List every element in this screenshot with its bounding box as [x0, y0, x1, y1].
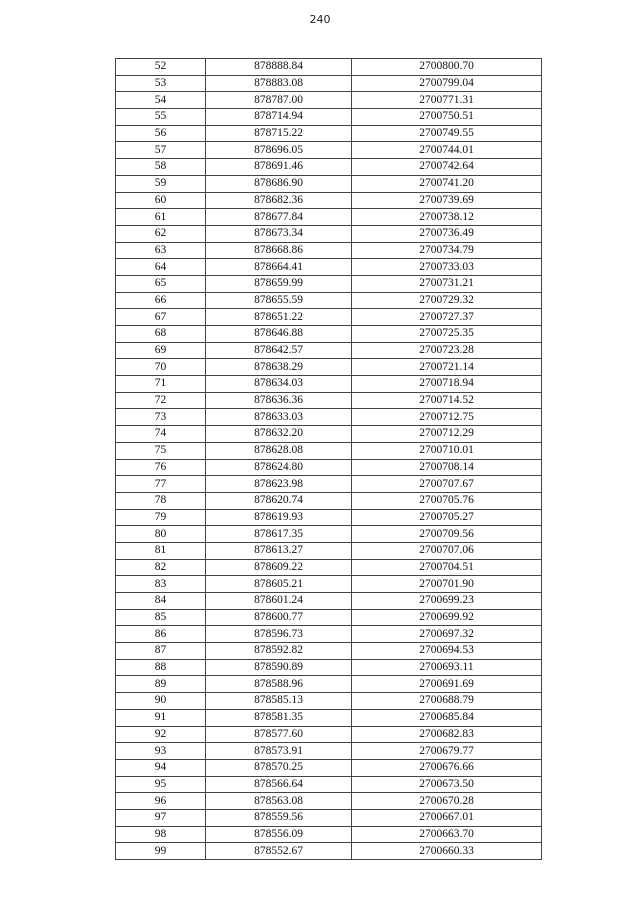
table-row	[116, 242, 542, 259]
x-coordinate-cell: 878588.96	[206, 676, 352, 693]
x-coordinate-cell: 878646.88	[206, 326, 352, 343]
y-coordinate-cell: 2700685.84	[352, 709, 542, 726]
y-coordinate-cell: 2700739.69	[352, 192, 542, 209]
y-coordinate-cell: 2700741.20	[352, 175, 542, 192]
x-coordinate-cell: 878566.64	[206, 776, 352, 793]
x-coordinate-cell: 878787.00	[206, 92, 352, 109]
y-coordinate-cell: 2700712.75	[352, 409, 542, 426]
point-number-cell: 53	[116, 75, 206, 92]
x-coordinate-cell: 878552.67	[206, 843, 352, 860]
x-coordinate-cell: 878573.91	[206, 743, 352, 760]
x-coordinate-cell: 878633.03	[206, 409, 352, 426]
point-number-cell: 84	[116, 593, 206, 610]
point-number-cell: 60	[116, 192, 206, 209]
table-row	[116, 442, 542, 459]
point-number-cell: 72	[116, 392, 206, 409]
x-coordinate-cell: 878668.86	[206, 242, 352, 259]
table-row	[116, 326, 542, 343]
point-number-cell: 66	[116, 292, 206, 309]
x-coordinate-cell: 878642.57	[206, 342, 352, 359]
x-coordinate-cell: 878620.74	[206, 492, 352, 509]
table-row	[116, 526, 542, 543]
y-coordinate-cell: 2700670.28	[352, 793, 542, 810]
coordinates-table	[115, 58, 542, 860]
y-coordinate-cell: 2700705.27	[352, 509, 542, 526]
y-coordinate-cell: 2700738.12	[352, 209, 542, 226]
y-coordinate-cell: 2700679.77	[352, 743, 542, 760]
point-number-cell: 82	[116, 559, 206, 576]
x-coordinate-cell: 878655.59	[206, 292, 352, 309]
table-row	[116, 476, 542, 493]
point-number-cell: 73	[116, 409, 206, 426]
x-coordinate-cell: 878634.03	[206, 376, 352, 393]
y-coordinate-cell: 2700714.52	[352, 392, 542, 409]
table-row	[116, 59, 542, 76]
x-coordinate-cell: 878628.08	[206, 442, 352, 459]
table-row	[116, 643, 542, 660]
table-row	[116, 509, 542, 526]
point-number-cell: 54	[116, 92, 206, 109]
point-number-cell: 85	[116, 609, 206, 626]
table-row	[116, 409, 542, 426]
point-number-cell: 71	[116, 376, 206, 393]
y-coordinate-cell: 2700736.49	[352, 225, 542, 242]
x-coordinate-cell: 878638.29	[206, 359, 352, 376]
table-row	[116, 576, 542, 593]
x-coordinate-cell: 878664.41	[206, 259, 352, 276]
y-coordinate-cell: 2700705.76	[352, 492, 542, 509]
y-coordinate-cell: 2700742.64	[352, 159, 542, 176]
x-coordinate-cell: 878691.46	[206, 159, 352, 176]
point-number-cell: 65	[116, 275, 206, 292]
x-coordinate-cell: 878617.35	[206, 526, 352, 543]
x-coordinate-cell: 878556.09	[206, 826, 352, 843]
y-coordinate-cell: 2700682.83	[352, 726, 542, 743]
point-number-cell: 95	[116, 776, 206, 793]
y-coordinate-cell: 2700723.28	[352, 342, 542, 359]
x-coordinate-cell: 878563.08	[206, 793, 352, 810]
y-coordinate-cell: 2700707.67	[352, 476, 542, 493]
y-coordinate-cell: 2700731.21	[352, 275, 542, 292]
table-row	[116, 676, 542, 693]
point-number-cell: 94	[116, 759, 206, 776]
point-number-cell: 87	[116, 643, 206, 660]
y-coordinate-cell: 2700729.32	[352, 292, 542, 309]
table-row	[116, 92, 542, 109]
y-coordinate-cell: 2700693.11	[352, 659, 542, 676]
point-number-cell: 55	[116, 109, 206, 126]
x-coordinate-cell: 878577.60	[206, 726, 352, 743]
table-row	[116, 659, 542, 676]
table-row	[116, 392, 542, 409]
table-row	[116, 159, 542, 176]
table-row	[116, 125, 542, 142]
y-coordinate-cell: 2700704.51	[352, 559, 542, 576]
x-coordinate-cell: 878623.98	[206, 476, 352, 493]
y-coordinate-cell: 2700667.01	[352, 809, 542, 826]
point-number-cell: 89	[116, 676, 206, 693]
table-row	[116, 209, 542, 226]
x-coordinate-cell: 878585.13	[206, 693, 352, 710]
x-coordinate-cell: 878696.05	[206, 142, 352, 159]
x-coordinate-cell: 878613.27	[206, 542, 352, 559]
coordinates-table-body	[116, 59, 542, 860]
y-coordinate-cell: 2700744.01	[352, 142, 542, 159]
y-coordinate-cell: 2700733.03	[352, 259, 542, 276]
table-row	[116, 609, 542, 626]
x-coordinate-cell: 878559.56	[206, 809, 352, 826]
point-number-cell: 83	[116, 576, 206, 593]
point-number-cell: 69	[116, 342, 206, 359]
y-coordinate-cell: 2700749.55	[352, 125, 542, 142]
y-coordinate-cell: 2700799.04	[352, 75, 542, 92]
x-coordinate-cell: 878590.89	[206, 659, 352, 676]
x-coordinate-cell: 878659.99	[206, 275, 352, 292]
table-row	[116, 459, 542, 476]
table-row	[116, 809, 542, 826]
y-coordinate-cell: 2700699.92	[352, 609, 542, 626]
point-number-cell: 88	[116, 659, 206, 676]
point-number-cell: 70	[116, 359, 206, 376]
point-number-cell: 99	[116, 843, 206, 860]
point-number-cell: 67	[116, 309, 206, 326]
table-row	[116, 492, 542, 509]
y-coordinate-cell: 2700710.01	[352, 442, 542, 459]
y-coordinate-cell: 2700708.14	[352, 459, 542, 476]
y-coordinate-cell: 2700694.53	[352, 643, 542, 660]
y-coordinate-cell: 2700697.32	[352, 626, 542, 643]
table-row	[116, 292, 542, 309]
point-number-cell: 79	[116, 509, 206, 526]
x-coordinate-cell: 878888.84	[206, 59, 352, 76]
point-number-cell: 76	[116, 459, 206, 476]
y-coordinate-cell: 2700701.90	[352, 576, 542, 593]
point-number-cell: 96	[116, 793, 206, 810]
point-number-cell: 78	[116, 492, 206, 509]
y-coordinate-cell: 2700721.14	[352, 359, 542, 376]
point-number-cell: 58	[116, 159, 206, 176]
x-coordinate-cell: 878673.34	[206, 225, 352, 242]
point-number-cell: 59	[116, 175, 206, 192]
y-coordinate-cell: 2700691.69	[352, 676, 542, 693]
table-row	[116, 376, 542, 393]
y-coordinate-cell: 2700709.56	[352, 526, 542, 543]
point-number-cell: 56	[116, 125, 206, 142]
table-row	[116, 175, 542, 192]
point-number-cell: 98	[116, 826, 206, 843]
table-row	[116, 793, 542, 810]
page-number: 240	[309, 13, 331, 26]
x-coordinate-cell: 878677.84	[206, 209, 352, 226]
point-number-cell: 61	[116, 209, 206, 226]
x-coordinate-cell: 878601.24	[206, 593, 352, 610]
table-row	[116, 359, 542, 376]
y-coordinate-cell: 2700663.70	[352, 826, 542, 843]
table-row	[116, 142, 542, 159]
y-coordinate-cell: 2700750.51	[352, 109, 542, 126]
point-number-cell: 64	[116, 259, 206, 276]
table-row	[116, 426, 542, 443]
x-coordinate-cell: 878581.35	[206, 709, 352, 726]
point-number-cell: 91	[116, 709, 206, 726]
table-row	[116, 275, 542, 292]
x-coordinate-cell: 878714.94	[206, 109, 352, 126]
y-coordinate-cell: 2700676.66	[352, 759, 542, 776]
point-number-cell: 57	[116, 142, 206, 159]
point-number-cell: 80	[116, 526, 206, 543]
point-number-cell: 81	[116, 542, 206, 559]
x-coordinate-cell: 878651.22	[206, 309, 352, 326]
point-number-cell: 74	[116, 426, 206, 443]
point-number-cell: 86	[116, 626, 206, 643]
table-row	[116, 542, 542, 559]
table-row	[116, 726, 542, 743]
y-coordinate-cell: 2700673.50	[352, 776, 542, 793]
table-row	[116, 626, 542, 643]
point-number-cell: 68	[116, 326, 206, 343]
table-row	[116, 225, 542, 242]
point-number-cell: 92	[116, 726, 206, 743]
table-row	[116, 559, 542, 576]
point-number-cell: 62	[116, 225, 206, 242]
x-coordinate-cell: 878686.90	[206, 175, 352, 192]
point-number-cell: 75	[116, 442, 206, 459]
table-row	[116, 826, 542, 843]
x-coordinate-cell: 878624.80	[206, 459, 352, 476]
point-number-cell: 90	[116, 693, 206, 710]
point-number-cell: 97	[116, 809, 206, 826]
x-coordinate-cell: 878883.08	[206, 75, 352, 92]
table-row	[116, 342, 542, 359]
table-row	[116, 759, 542, 776]
table-row	[116, 593, 542, 610]
y-coordinate-cell: 2700688.79	[352, 693, 542, 710]
x-coordinate-cell: 878605.21	[206, 576, 352, 593]
point-number-cell: 77	[116, 476, 206, 493]
y-coordinate-cell: 2700800.70	[352, 59, 542, 76]
y-coordinate-cell: 2700699.23	[352, 593, 542, 610]
point-number-cell: 63	[116, 242, 206, 259]
table-row	[116, 843, 542, 860]
table-row	[116, 75, 542, 92]
x-coordinate-cell: 878636.36	[206, 392, 352, 409]
x-coordinate-cell: 878682.36	[206, 192, 352, 209]
x-coordinate-cell: 878592.82	[206, 643, 352, 660]
x-coordinate-cell: 878632.20	[206, 426, 352, 443]
point-number-cell: 52	[116, 59, 206, 76]
table-row	[116, 309, 542, 326]
x-coordinate-cell: 878600.77	[206, 609, 352, 626]
y-coordinate-cell: 2700734.79	[352, 242, 542, 259]
y-coordinate-cell: 2700727.37	[352, 309, 542, 326]
point-number-cell: 93	[116, 743, 206, 760]
table-row	[116, 109, 542, 126]
x-coordinate-cell: 878570.25	[206, 759, 352, 776]
table-row	[116, 192, 542, 209]
y-coordinate-cell: 2700771.31	[352, 92, 542, 109]
table-row	[116, 776, 542, 793]
table-row	[116, 259, 542, 276]
table-row	[116, 743, 542, 760]
table-row	[116, 693, 542, 710]
x-coordinate-cell: 878715.22	[206, 125, 352, 142]
y-coordinate-cell: 2700707.06	[352, 542, 542, 559]
y-coordinate-cell: 2700718.94	[352, 376, 542, 393]
y-coordinate-cell: 2700725.35	[352, 326, 542, 343]
y-coordinate-cell: 2700660.33	[352, 843, 542, 860]
x-coordinate-cell: 878619.93	[206, 509, 352, 526]
x-coordinate-cell: 878596.73	[206, 626, 352, 643]
y-coordinate-cell: 2700712.29	[352, 426, 542, 443]
x-coordinate-cell: 878609.22	[206, 559, 352, 576]
table-row	[116, 709, 542, 726]
